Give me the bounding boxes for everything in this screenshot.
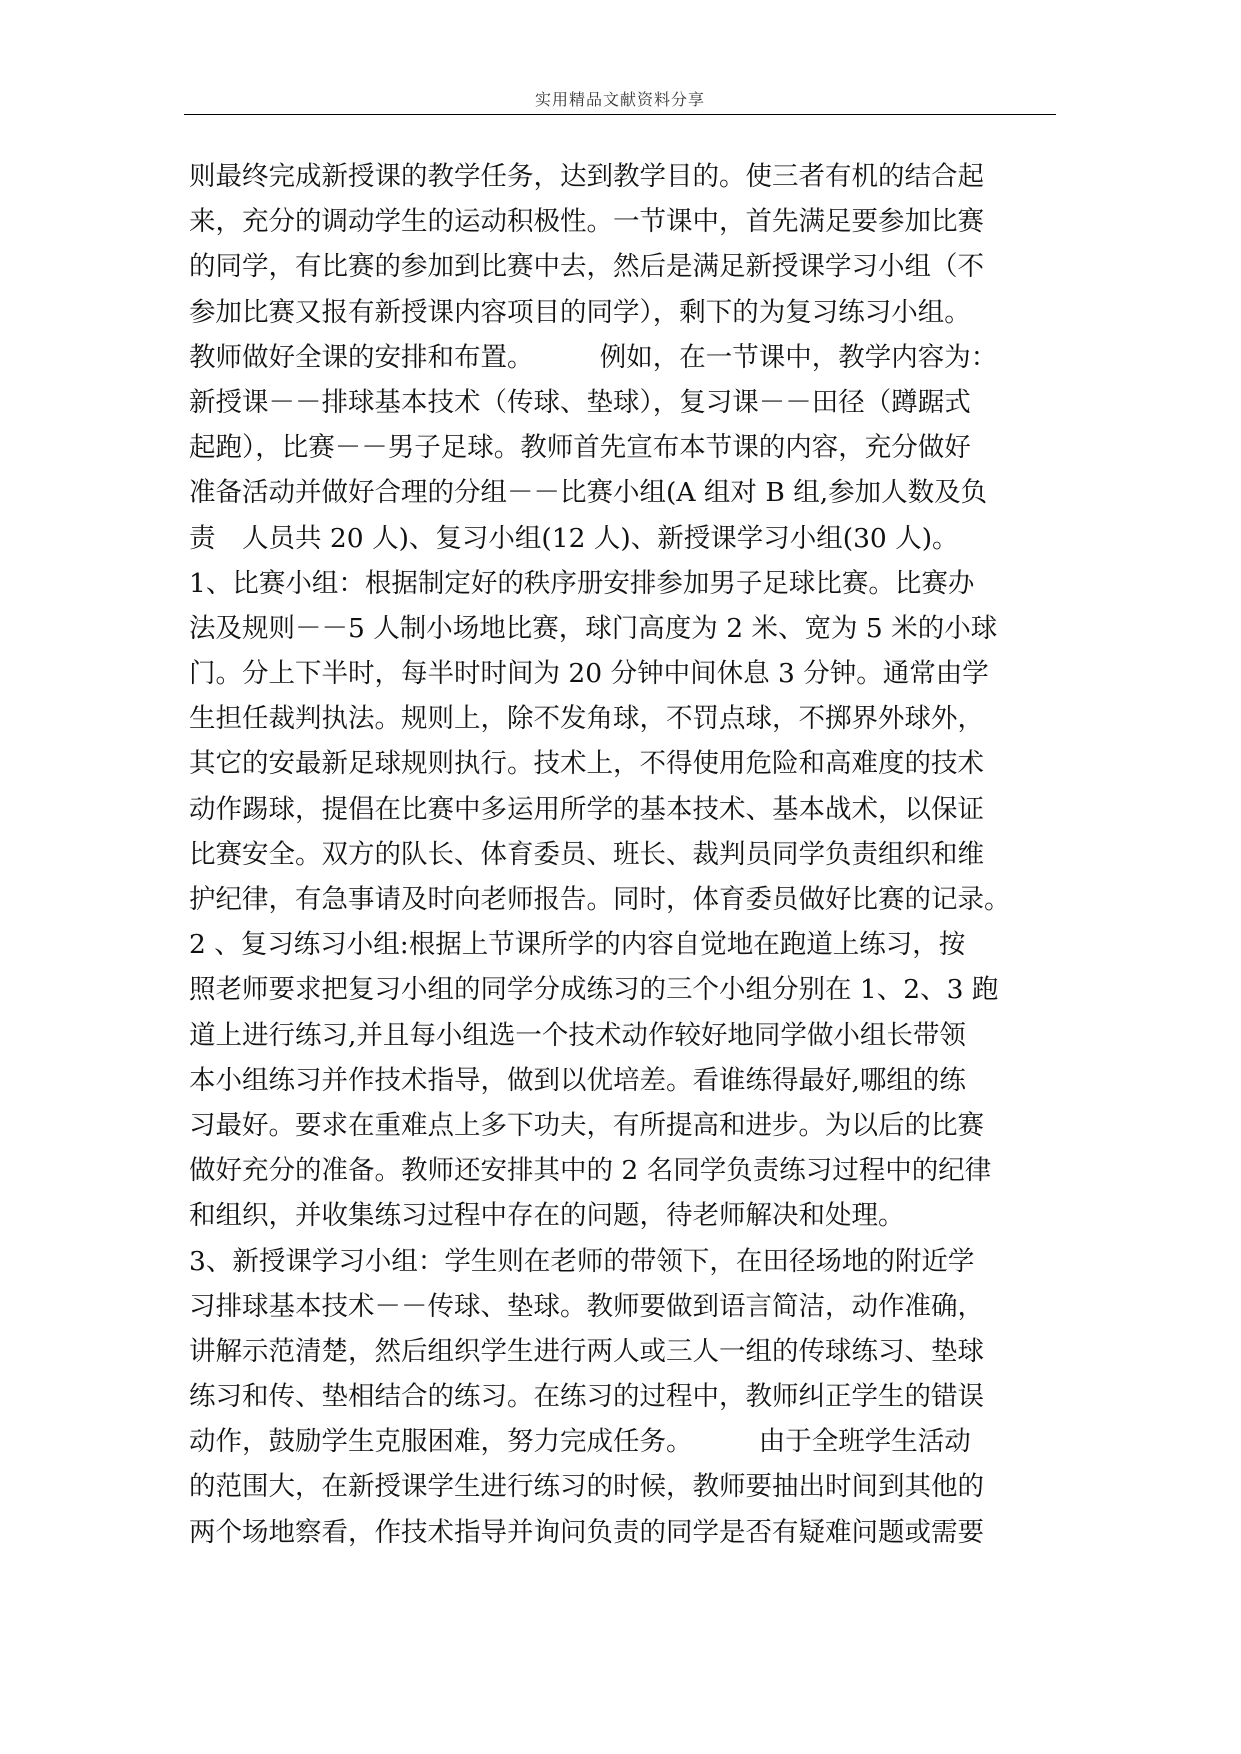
text-line: 责 人员共 20 人)、复习小组(12 人)、新授课学习小组(30 人)。 (189, 522, 959, 554)
text-line: 来，充分的调动学生的运动积极性。一节课中，首先满足要参加比赛 (189, 206, 984, 238)
text-line: 本小组练习并作技术指导，做到以优培差。看谁练得最好,哪组的练 (189, 1064, 966, 1096)
text-line: 参加比赛又报有新授课内容项目的同学），剩下的为复习练习小组。 (189, 296, 971, 328)
text-line: 习最好。要求在重难点上多下功夫，有所提高和进步。为以后的比赛 (189, 1109, 984, 1141)
text-line: 1、比赛小组：根据制定好的秩序册安排参加男子足球比赛。比赛办 (189, 567, 975, 599)
text-line: 比赛安全。双方的队长、体育委员、班长、裁判员同学负责组织和维 (189, 838, 984, 870)
text-line: 动作，鼓励学生克服困难，努力完成任务。 由于全班学生活动 (189, 1426, 971, 1458)
text-line: 准备活动并做好合理的分组－－比赛小组(A 组对 B 组,参加人数及负 (189, 477, 988, 509)
text-line: 道上进行练习,并且每小组选一个技术动作较好地同学做小组长带领 (189, 1019, 966, 1051)
text-line: 新授课－－排球基本技术（传球、垫球），复习课－－田径（蹲踞式 (189, 386, 971, 418)
text-line: 起跑），比赛－－男子足球。教师首先宣布本节课的内容，充分做好 (189, 432, 971, 464)
text-line: 法及规则－－5 人制小场地比赛，球门高度为 2 米、宽为 5 米的小球 (189, 612, 998, 644)
text-line: 和组织，并收集练习过程中存在的问题，待老师解决和处理。 (189, 1200, 905, 1232)
text-line: 两个场地察看，作技术指导并询问负责的同学是否有疑难问题或需要 (189, 1516, 984, 1548)
text-line: 教师做好全课的安排和布置。 例如，在一节课中，教学内容为： (189, 341, 998, 373)
document-body (189, 154, 1055, 1555)
page-header: 实用精品文献资料分享 (534, 90, 705, 109)
text-line: 动作踢球，提倡在比赛中多运用所学的基本技术、基本战术，以保证 (189, 793, 984, 825)
text-line: 做好充分的准备。教师还安排其中的 2 名同学负责练习过程中的纪律 (189, 1155, 992, 1187)
text-line: 则最终完成新授课的教学任务，达到教学目的。使三者有机的结合起 (189, 161, 984, 192)
text-line: 护纪律，有急事请及时向老师报告。同时，体育委员做好比赛的记录。 (189, 884, 1011, 915)
text-line: 的范围大，在新授课学生进行练习的时候，教师要抽出时间到其他的 (189, 1471, 984, 1503)
text-line: 的同学，有比赛的参加到比赛中去，然后是满足新授课学习小组（不 (189, 251, 984, 283)
text-line: 2 、复习练习小组:根据上节课所学的内容自觉地在跑道上练习，按 (189, 929, 966, 961)
text-line: 练习和传、垫相结合的练习。在练习的过程中，教师纠正学生的错误 (189, 1381, 984, 1413)
text-line: 习排球基本技术－－传球、垫球。教师要做到语言简洁，动作准确， (189, 1290, 984, 1322)
text-line: 3、新授课学习小组：学生则在老师的带领下，在田径场地的附近学 (189, 1245, 975, 1277)
text-line: 生担任裁判执法。规则上，除不发角球，不罚点球，不掷界外球外， (189, 703, 984, 735)
header-divider (184, 114, 1056, 115)
text-line: 讲解示范清楚，然后组织学生进行两人或三人一组的传球练习、垫球 (189, 1335, 984, 1367)
text-line: 门。分上下半时，每半时时间为 20 分钟中间休息 3 分钟。通常由学 (189, 658, 989, 690)
text-line: 其它的安最新足球规则执行。技术上，不得使用危险和高难度的技术 (189, 748, 984, 780)
text-line: 照老师要求把复习小组的同学分成练习的三个小组分别在 1、2、3 跑 (189, 974, 999, 1006)
